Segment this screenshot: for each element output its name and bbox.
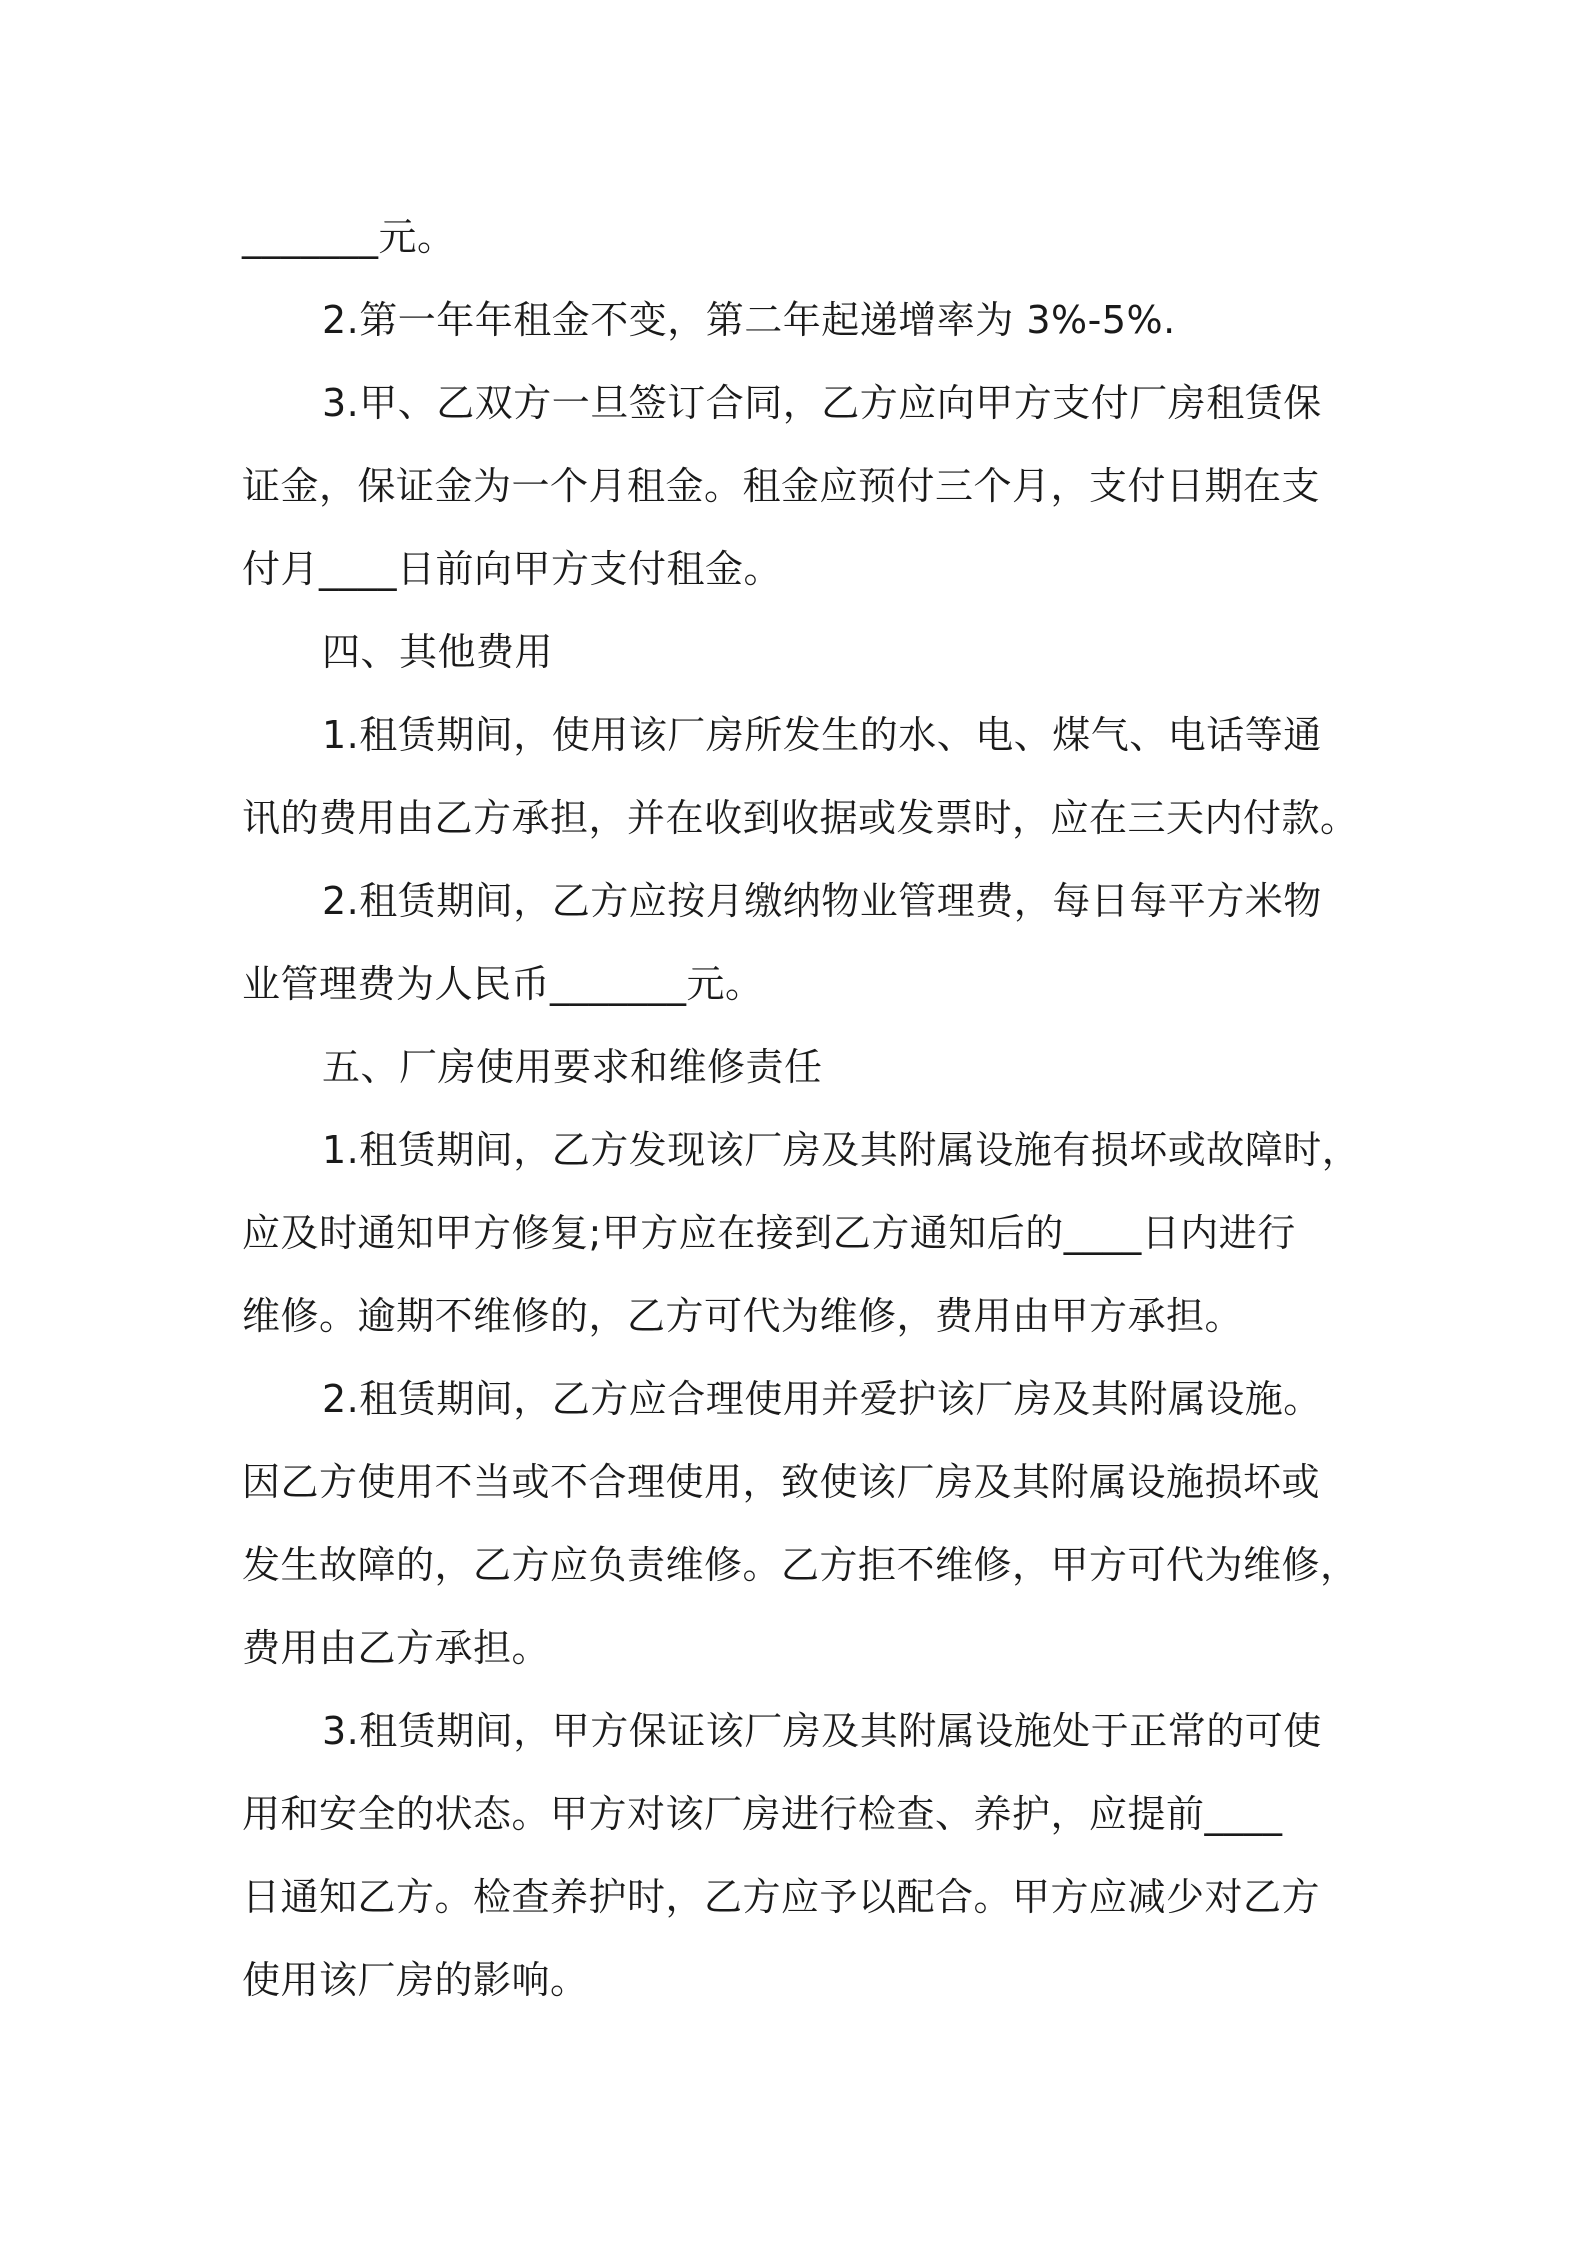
text-line: 使用该厂房的影响。 [242, 1958, 589, 2002]
document-body [242, 196, 1362, 2022]
text-line: 日通知乙方。检查养护时，乙方应予以配合。甲方应减少对乙方 [242, 1875, 1321, 1919]
clause-rent-increase: 2.第一年年租金不变，第二年起递增率为 3%-5%. [322, 298, 1176, 342]
section-heading-other-fees: 四、其他费用 [322, 630, 554, 674]
text-line: 讯的费用由乙方承担，并在收到收据或发票时，应在三天内付款。 [242, 796, 1359, 840]
text-line: 应及时通知甲方修复;甲方应在接到乙方通知后的____日内进行 [242, 1211, 1296, 1255]
text-line: 业管理费为人民币_______元。 [242, 962, 764, 1006]
clause-utilities: 1.租赁期间，使用该厂房所发生的水、电、煤气、电话等通 [322, 713, 1322, 757]
section-heading-usage-maintenance: 五、厂房使用要求和维修责任 [322, 1045, 823, 1089]
text-line: 维修。逾期不维修的，乙方可代为维修，费用由甲方承担。 [242, 1294, 1244, 1338]
text-line: 费用由乙方承担。 [242, 1626, 551, 1670]
clause-proper-use: 2.租赁期间，乙方应合理使用并爱护该厂房及其附属设施。 [322, 1377, 1322, 1421]
text-line: _______元。 [242, 215, 456, 259]
text-line: 证金，保证金为一个月租金。租金应预付三个月，支付日期在支 [242, 464, 1321, 508]
clause-safety-inspection: 3.租赁期间，甲方保证该厂房及其附属设施处于正常的可使 [322, 1709, 1322, 1753]
text-line: 付月____日前向甲方支付租金。 [242, 547, 783, 591]
clause-property-fee: 2.租赁期间，乙方应按月缴纳物业管理费，每日每平方米物 [322, 879, 1322, 923]
clause-repair-notice: 1.租赁期间，乙方发现该厂房及其附属设施有损坏或故障时， [322, 1128, 1361, 1172]
text-line: 用和安全的状态。甲方对该厂房进行检查、养护，应提前____ [242, 1792, 1283, 1836]
clause-deposit: 3.甲、乙双方一旦签订合同，乙方应向甲方支付厂房租赁保 [322, 381, 1322, 425]
text-line: 因乙方使用不当或不合理使用，致使该厂房及其附属设施损坏或 [242, 1460, 1321, 1504]
text-line: 发生故障的，乙方应负责维修。乙方拒不维修，甲方可代为维修， [242, 1543, 1359, 1587]
